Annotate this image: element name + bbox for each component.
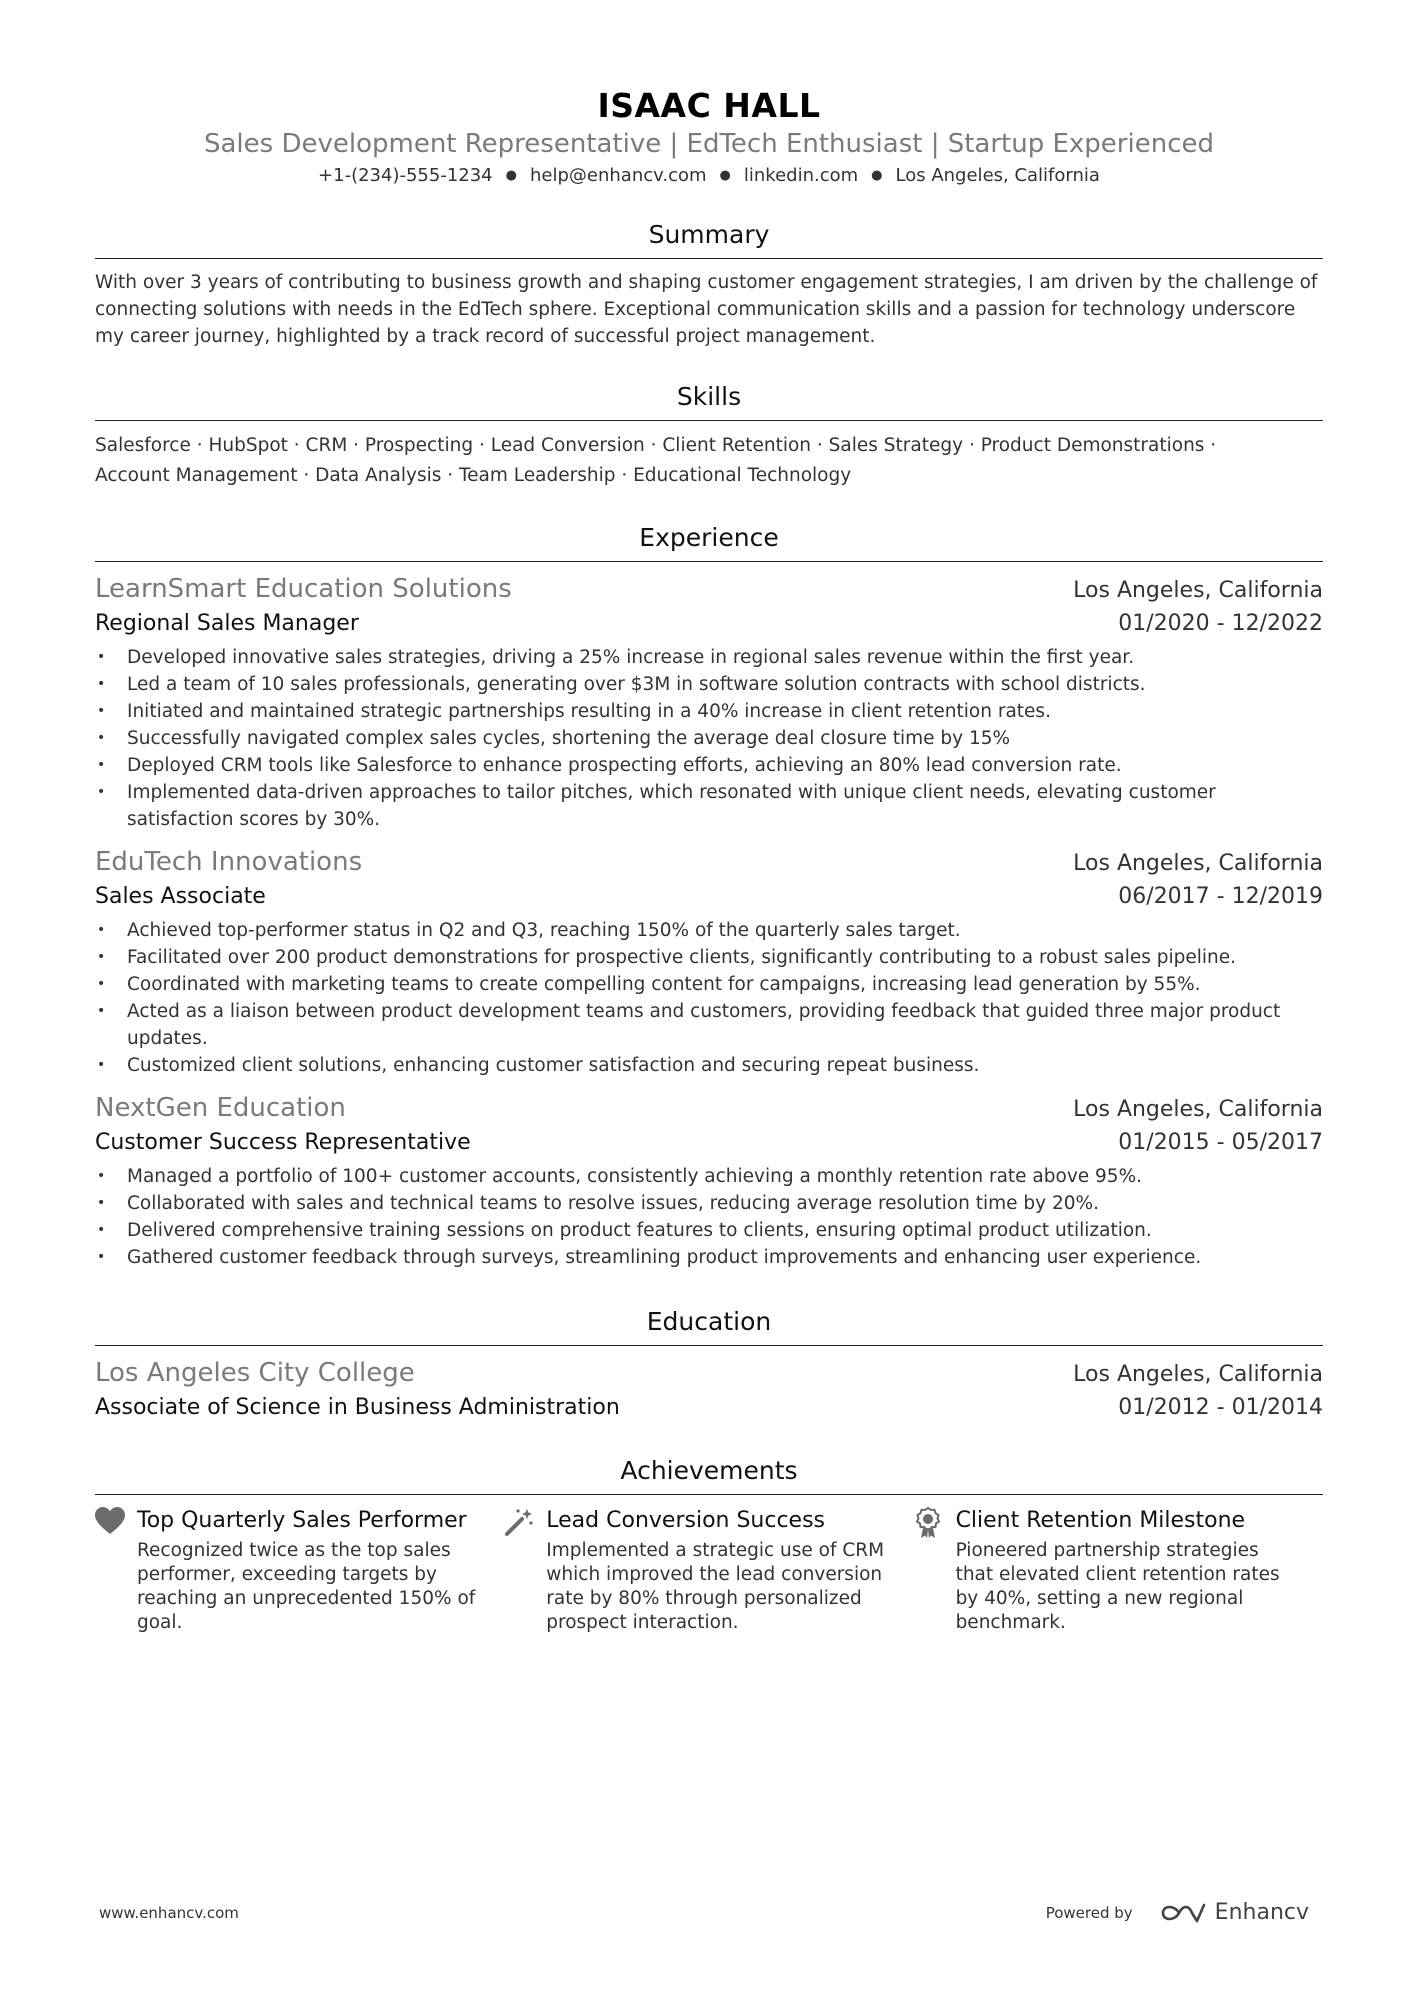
summary-section	[95, 218, 1323, 350]
job-bullets	[95, 644, 1323, 833]
experience-entry	[95, 1091, 1323, 1271]
bullet-separator: ●	[505, 168, 517, 183]
experience-entry	[95, 572, 1323, 833]
list-item: • Managed a portfolio of 100+ customer accounts, consistently achieving a monthly retention rate above 95%.	[95, 1163, 1323, 1190]
resume-page	[95, 0, 1323, 1635]
job-location: Los Angeles, California	[1073, 578, 1323, 603]
summary-text: With over 3 years of contributing to business growth and shaping customer engagement strategies, I am driven by the challenge of connecting solutions with needs in the EdTech sphere. Exceptional communication skills and a passion for technology underscore my career journey, highlighted by a track record of successful project management.	[95, 272, 1318, 347]
footer-url[interactable]: www.enhancv.com	[99, 1903, 239, 1922]
list-item: • Collaborated with sales and technical teams to resolve issues, reducing average resolution time by 20%.	[95, 1190, 1323, 1217]
company-name: EduTech Innovations	[95, 847, 363, 877]
skills-list	[95, 431, 1323, 491]
award-ribbon-icon	[914, 1505, 956, 1635]
skills-line: Account Management · Data Analysis · Team Leadership · Educational Technology	[95, 465, 852, 486]
brand-name: Enhancv	[1214, 1900, 1309, 1925]
contact-line	[95, 162, 1323, 190]
heart-icon	[95, 1505, 137, 1635]
job-bullets	[95, 917, 1323, 1079]
list-item: • Developed innovative sales strategies, driving a 25% increase in regional sales revenue within the first year.	[95, 644, 1323, 671]
list-item: • Achieved top-performer status in Q2 and Q3, reaching 150% of the quarterly sales target.	[95, 917, 1323, 944]
job-location: Los Angeles, California	[1073, 1097, 1323, 1122]
list-item: • Deployed CRM tools like Salesforce to enhance prospecting efforts, achieving an 80% lead conversion rate.	[95, 752, 1323, 779]
candidate-name: ISAAC HALL	[597, 86, 821, 125]
achievement-item	[504, 1505, 913, 1635]
powered-by-label: Powered by	[1045, 1903, 1133, 1922]
school-location: Los Angeles, California	[1073, 1362, 1323, 1387]
education-section	[95, 1305, 1323, 1424]
brand-logo[interactable]	[1159, 1900, 1309, 1925]
experience-section	[95, 521, 1323, 1271]
contact-linkedin[interactable]: linkedin.com	[743, 165, 859, 186]
achievement-description: Pioneered partnership strategies that elevated client retention rates by 40%, setting a new regional benchmark.	[955, 1540, 1280, 1633]
job-title: Customer Success Representative	[95, 1130, 471, 1155]
list-item: • Customized client solutions, enhancing customer satisfaction and securing repeat business.	[95, 1052, 1323, 1079]
achievement-item	[95, 1505, 504, 1635]
job-dates: 01/2020 - 12/2022	[1118, 611, 1323, 636]
list-item: • Led a team of 10 sales professionals, generating over $3M in software solution contracts with school districts.	[95, 671, 1323, 698]
skills-section	[95, 380, 1323, 491]
job-location: Los Angeles, California	[1073, 851, 1323, 876]
contact-location: Los Angeles, California	[895, 165, 1100, 186]
achievements-section	[95, 1454, 1323, 1635]
candidate-tagline: Sales Development Representative | EdTech Enthusiast | Startup Experienced	[204, 129, 1214, 159]
contact-email[interactable]: help@enhancv.com	[529, 165, 707, 186]
job-title: Sales Associate	[95, 884, 266, 909]
list-item: • Delivered comprehensive training sessions on product features to clients, ensuring optimal product utilization.	[95, 1217, 1323, 1244]
section-title-achievements: Achievements	[95, 1454, 1323, 1495]
school-name: Los Angeles City College	[95, 1358, 415, 1388]
achievement-title: Lead Conversion Success	[546, 1508, 826, 1533]
list-item: • Gathered customer feedback through surveys, streamlining product improvements and enhancing user experience.	[95, 1244, 1323, 1271]
achievement-title: Top Quarterly Sales Performer	[137, 1508, 467, 1533]
achievements-grid	[95, 1505, 1323, 1635]
job-dates: 01/2015 - 05/2017	[1118, 1130, 1323, 1155]
achievement-item	[914, 1505, 1323, 1635]
job-bullets	[95, 1163, 1323, 1271]
company-name: NextGen Education	[95, 1093, 346, 1123]
bullet-separator: ●	[871, 168, 883, 183]
achievement-description: Implemented a strategic use of CRM which improved the lead conversion rate by 80% through personalized prospect interaction.	[546, 1540, 885, 1633]
magic-wand-icon	[504, 1505, 546, 1635]
resume-header	[95, 0, 1323, 190]
job-title: Regional Sales Manager	[95, 611, 359, 636]
enhancv-logo-icon	[1159, 1901, 1207, 1925]
bullet-separator: ●	[719, 168, 731, 183]
section-title-skills: Skills	[95, 380, 1323, 421]
list-item: • Implemented data-driven approaches to tailor pitches, which resonated with unique client needs, elevating customer satisfaction scores by 30%.	[95, 779, 1323, 833]
list-item: • Coordinated with marketing teams to create compelling content for campaigns, increasing lead generation by 55%.	[95, 971, 1323, 998]
achievement-description: Recognized twice as the top sales performer, exceeding targets by reaching an unprecedented 150% of goal.	[137, 1540, 476, 1633]
education-entry	[95, 1356, 1323, 1424]
list-item: • Successfully navigated complex sales cycles, shortening the average deal closure time by 15%	[95, 725, 1323, 752]
company-name: LearnSmart Education Solutions	[95, 574, 512, 604]
list-item: • Initiated and maintained strategic partnerships resulting in a 40% increase in client retention rates.	[95, 698, 1323, 725]
experience-entry	[95, 845, 1323, 1079]
contact-phone: +1-(234)-555-1234	[318, 165, 493, 186]
job-dates: 06/2017 - 12/2019	[1118, 884, 1323, 909]
footer-branding	[1046, 1900, 1309, 1925]
achievement-title: Client Retention Milestone	[955, 1508, 1246, 1533]
degree-name: Associate of Science in Business Administration	[95, 1395, 620, 1420]
list-item: • Acted as a liaison between product development teams and customers, providing feedback that guided three major product updates.	[95, 998, 1323, 1052]
list-item: • Facilitated over 200 product demonstrations for prospective clients, significantly contributing to a robust sales pipeline.	[95, 944, 1323, 971]
skills-line: Salesforce · HubSpot · CRM · Prospecting · Lead Conversion · Client Retention · Sales Strategy · Product Demonstrations ·	[95, 435, 1217, 456]
education-dates: 01/2012 - 01/2014	[1118, 1395, 1323, 1420]
section-title-experience: Experience	[95, 521, 1323, 562]
section-title-summary: Summary	[95, 218, 1323, 259]
page-footer	[99, 1900, 1309, 1925]
section-title-education: Education	[95, 1305, 1323, 1346]
